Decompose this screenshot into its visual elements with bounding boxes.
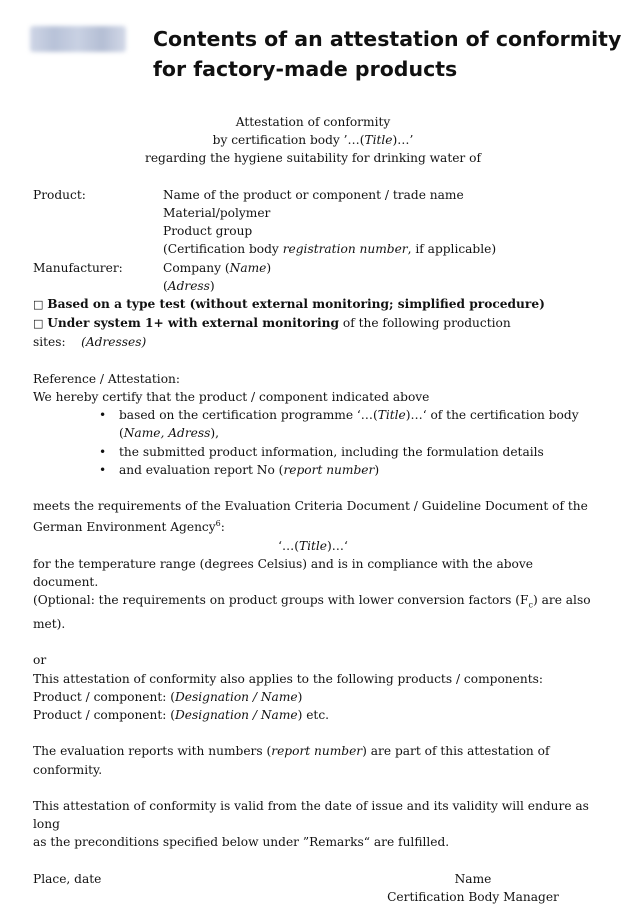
title-line-2: for factory-made products xyxy=(153,57,458,81)
reference-heading: Reference / Attestation: xyxy=(33,371,180,386)
manufacturer-row xyxy=(33,259,593,295)
intro-block xyxy=(33,113,593,168)
temperature-line: for the temperature range (degrees Celsius) and is in compliance with the above document. xyxy=(33,556,533,590)
place-date: Place, date xyxy=(33,871,102,886)
page-title xyxy=(153,24,621,84)
product-details: Name of the product or component / trade name Material/polymer Product group (Certification body registration number, if applicable) xyxy=(163,187,497,257)
or-text: or xyxy=(33,653,47,668)
attestation-document xyxy=(33,113,593,906)
bullet-item: • based on the certification programme ‘…(Title)…‘ of the certification body (Name, Adress), xyxy=(33,406,593,442)
intro-line-1: Attestation of conformity xyxy=(235,115,391,129)
optional-line: (Optional: the requirements on product groups with lower conversion factors $(F_c)$ are also met). xyxy=(33,593,591,631)
manufacturer-label: Manufacturer: xyxy=(33,260,123,275)
intro-line-3: regarding the hygiene suitability for drinking water of xyxy=(145,151,481,166)
validity-line-1: This attestation of conformity is valid from the date of issue and its validity will endure as long xyxy=(33,798,589,832)
product-component-2: Product / component: (Designation / Name) etc. xyxy=(33,707,330,722)
signatory: Name Certification Body Manager xyxy=(387,871,559,904)
checkbox-icon[interactable]: □ xyxy=(33,317,44,331)
title-line-1: Contents of an attestation of conformity xyxy=(153,27,622,51)
option-type-test[interactable]: □ Based on a type test (without external monitoring; simplified procedure) xyxy=(33,297,545,312)
requirements-line-2: German Environment Agency$^6$: xyxy=(33,519,225,535)
requirements-line-1: meets the requirements of the Evaluation Criteria Document / Guideline Document of the xyxy=(33,499,588,514)
bullet-icon: • xyxy=(99,462,107,477)
product-component-1: Product / component: (Designation / Name) xyxy=(33,689,303,704)
intro-line-2: by certification body ’…(Title)…’ xyxy=(212,133,414,148)
organization-logo-blurred xyxy=(30,26,126,52)
signature-block xyxy=(33,870,593,906)
programme-title: ‘…(Title)…‘ xyxy=(278,538,348,553)
option-system-1plus[interactable]: □ Under system 1+ with external monitoring of the following production sites: (Adresses) xyxy=(33,316,511,350)
validity-line-2: as the preconditions specified below under ”Remarks“ are fulfilled. xyxy=(33,835,450,850)
bullet-item: • the submitted product information, including the formulation details xyxy=(33,443,593,461)
also-applies-line: This attestation of conformity also applies to the following products / components: xyxy=(33,671,543,686)
product-label: Product: xyxy=(33,187,86,202)
bullet-item: • and evaluation report No (report number) xyxy=(33,461,593,479)
reference-line: We hereby certify that the product / component indicated above xyxy=(33,390,430,405)
product-row xyxy=(33,186,593,259)
bullet-icon: • xyxy=(99,444,107,459)
bullet-icon: • xyxy=(99,408,107,423)
evaluation-reports-line: The evaluation reports with numbers (report number) are part of this attestation of conformity. xyxy=(33,744,550,777)
manufacturer-details: Company (Name) (Adress) xyxy=(163,260,272,293)
checkbox-icon[interactable]: □ xyxy=(33,298,44,312)
